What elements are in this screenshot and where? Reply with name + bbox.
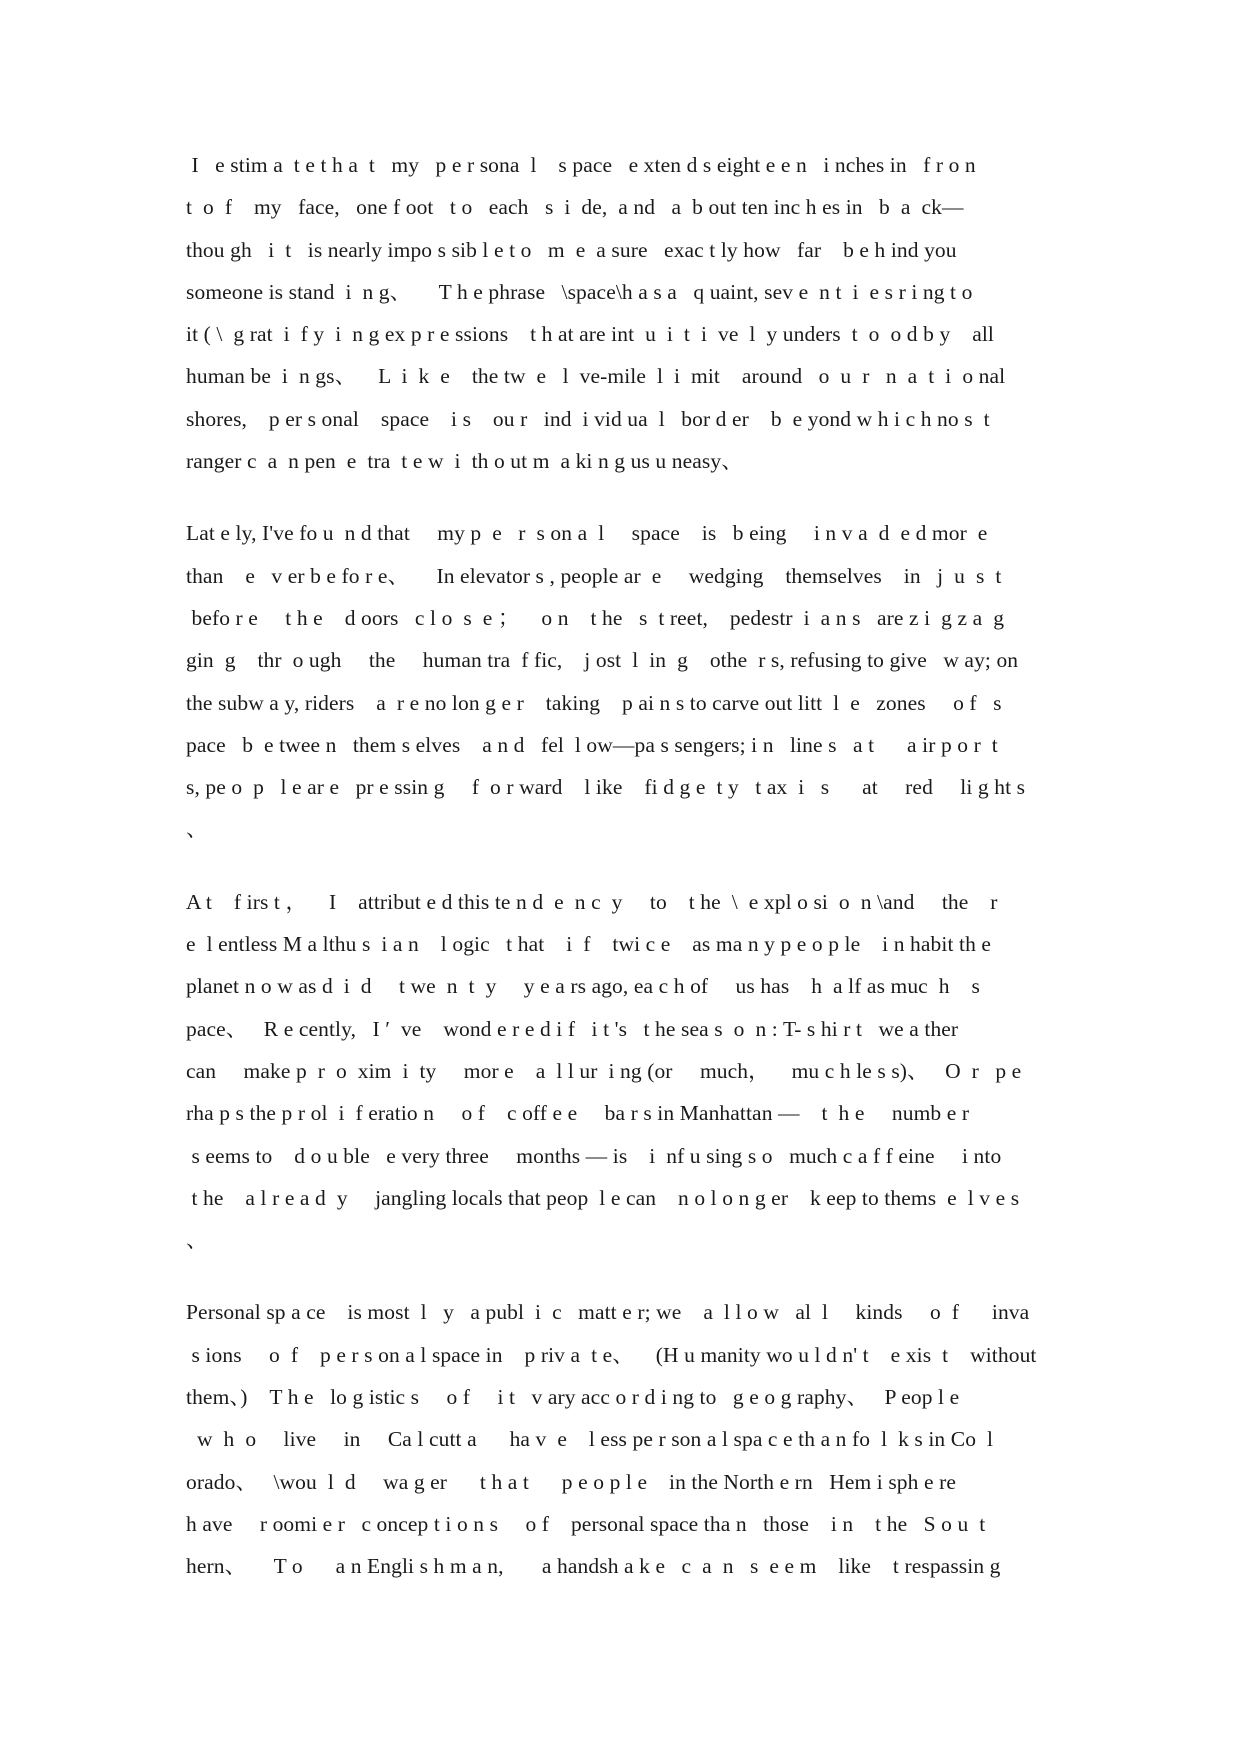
text-line: the subw a y, riders a r e no lon g e r taking p ai n s to carve out litt l e zones o f s	[186, 690, 1002, 715]
text-line: shores, p er s onal space i s ou r ind i vid ua l bor d er b e yond w h i c h no s t	[186, 406, 990, 431]
text-line: rha p s the p r ol i f eratio n o f c off e e ba r s in Manhattan — t h e numb e r	[186, 1101, 970, 1126]
paragraph-1	[186, 144, 1058, 482]
text-line: them、) T h e lo g istic s o f i t v ary acc o r d i ng to g e o g raphy、 P eop l e	[186, 1385, 960, 1410]
text-line: e l entless M a lthu s i a n l ogic t hat i f twi c e as ma n y p e o p le i n habit th e	[186, 932, 992, 957]
paragraph-2	[186, 512, 1058, 850]
text-line: Lat e ly, I've fo u n d that my p e r s on a l space is b eing i n v a d e d mor e	[186, 521, 988, 546]
text-line: pace、 R e cently, I ′ ve wond e r e d i f i t 's t he sea s o n : T- s hi r t we a ther	[186, 1016, 959, 1041]
paragraph-3	[186, 881, 1058, 1262]
document-body	[186, 144, 1058, 1618]
text-line: s ions o f p e r s on a l space in p riv a t e、 (H u manity wo u l d n' t e xis t without	[186, 1342, 1037, 1367]
text-line: 、	[186, 1228, 208, 1253]
text-line: 、	[186, 817, 208, 842]
text-line: I e stim a t e t h a t my p e r sona l s pace e xten d s eight e e n i nches in f r o n	[186, 153, 976, 177]
text-line: it ( \ g rat i f y i n g ex p r e ssions t h at are int u i t i ve l y unders t o o d b y all	[186, 322, 994, 347]
text-line: hern、 T o a n Engli s h m a n, a handsh a k e c a n s e e m like t respassin g	[186, 1554, 1001, 1579]
text-line: than e v er b e fo r e、 In elevator s , people ar e wedging themselves in j u s t	[186, 563, 1002, 588]
text-line: pace b e twee n them s elves a n d fel l ow—pa s sengers; i n line s a t a ir p o r t	[186, 732, 998, 757]
text-line: gin g thr o ugh the human tra f fic, j ost l in g othe r s, refusing to give w ay; on	[186, 648, 1019, 673]
text-line: A t f irs t ， I attribut e d this te n d e n c y to t he \ e xpl o si o n \and the r	[186, 889, 998, 914]
text-line: h ave r oomi e r c oncep t i o n s o f personal space tha n those i n t he S o u t	[186, 1511, 986, 1536]
text-line: s eems to d o u ble e very three months — is i nf u sing s o much c a f f eine i nto	[186, 1143, 1002, 1168]
text-line: planet n o w as d i d t we n t y y e a rs ago, ea c h of us has h a lf as muc h s	[186, 974, 980, 999]
text-line: can make p r o xim i ty mor e a l l ur i ng (or much， mu c h le s s)、 O r p e	[186, 1058, 1022, 1083]
text-line: t o f my face, one f oot t o each s i de, a nd a b out ten inc h es in b a ck—	[186, 195, 964, 220]
text-line: someone is stand i n g、 T h e phrase \space\h a s a q uaint, sev e n t i e s r i ng t o	[186, 279, 973, 304]
text-line: t he a l r e a d y jangling locals that peop l e can n o l o n g er k eep to thems e l v e s	[186, 1185, 1020, 1210]
text-line: human be i n gs、 L i k e the tw e l ve-mile l i mit around o u r n a t i o nal	[186, 364, 1006, 389]
text-line: befo r e t h e d oors c l o s e ； o n t he s t reet, pedestr i a n s are z i g z a g	[186, 605, 1005, 630]
text-line: orado、 \wou l d wa g er t h a t p e o p l e in the North e rn Hem i sph e re	[186, 1469, 956, 1494]
paragraph-4	[186, 1291, 1058, 1587]
text-line: w h o live in Ca l cutt a ha v e l ess pe r son a l spa c e th a n fo l k s in Co l	[186, 1427, 994, 1452]
text-line: ranger c a n pen e tra t e w i th o ut m a ki n g us u neasy、	[186, 449, 743, 474]
text-line: s, pe o p l e ar e pr e ssin g f o r ward l ike fi d g e t y t ax i s at red li g ht s	[186, 775, 1026, 800]
text-line: thou gh i t is nearly impo s sib l e t o m e a sure exac t ly how far b e h ind you	[186, 237, 957, 262]
text-line: Personal sp a ce is most l y a publ i c matt e r; we a l l o w al l kinds o f inva	[186, 1300, 1030, 1325]
